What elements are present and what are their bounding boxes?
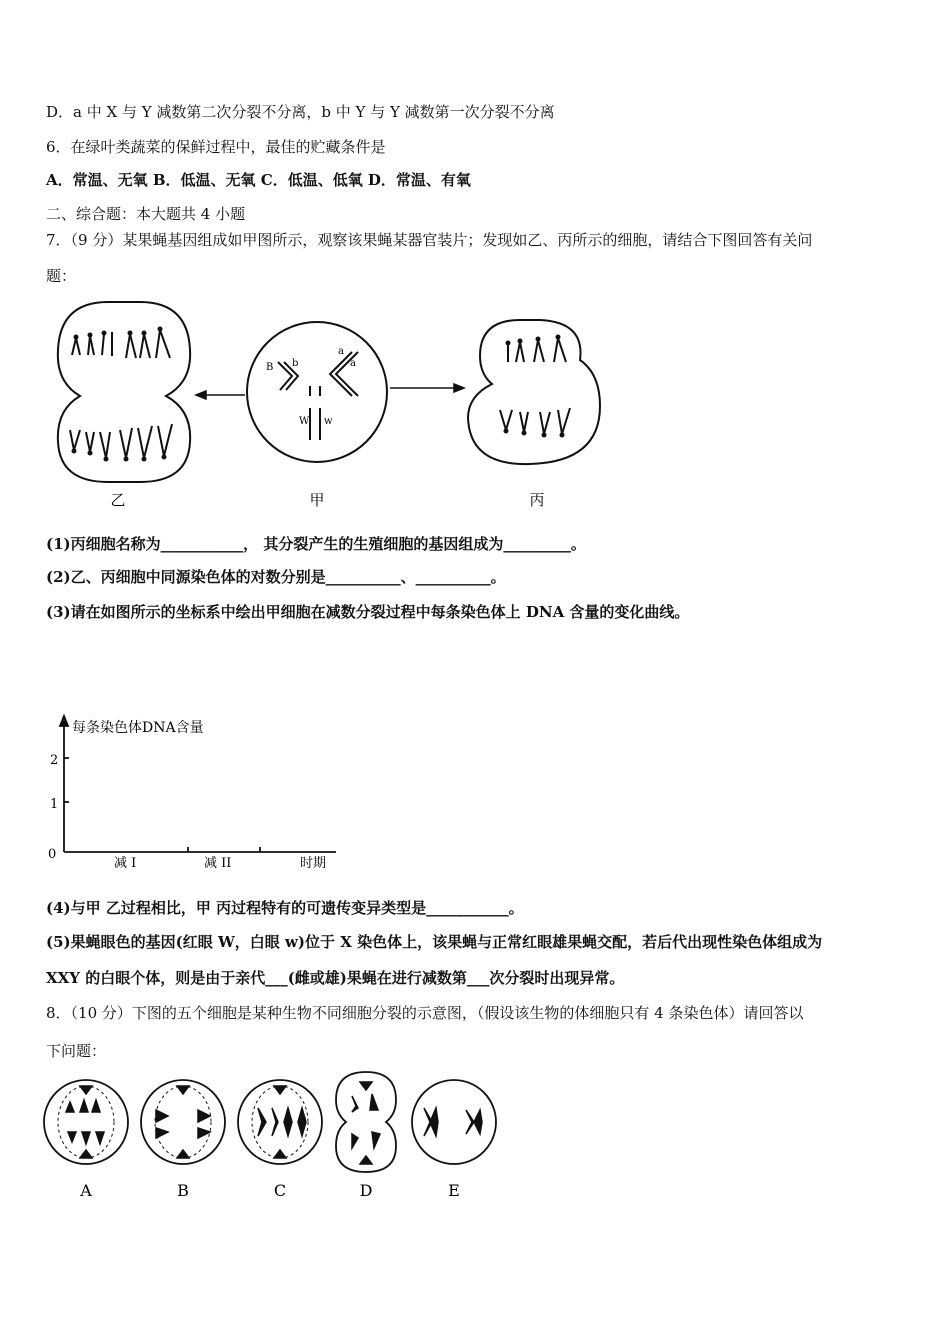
figure-7 <box>40 300 620 515</box>
ytick-2: 2 <box>50 753 59 768</box>
figure-8 <box>40 1066 510 1206</box>
question-7-3: (3)请在如图所示的坐标系中绘出甲细胞在减数分裂过程中每条染色体上 DNA 含量的变化曲线。 <box>46 603 690 621</box>
cell-jia-outline <box>247 322 387 462</box>
question-6: 6．在绿叶类蔬菜的保鲜过程中，最佳的贮藏条件是 <box>46 138 386 156</box>
label-bing: 丙 <box>529 491 545 509</box>
cell-E <box>412 1080 496 1164</box>
ytick-0: 0 <box>48 847 57 862</box>
label-yi: 乙 <box>110 491 126 509</box>
gene-w: w <box>324 416 333 427</box>
gene-a-1: a <box>338 346 344 357</box>
option-d: D．a 中 X 与 Y 减数第二次分裂不分离，b 中 Y 与 Y 减数第一次分裂不分离 <box>46 103 555 121</box>
question-7-5-cont: XXY 的白眼个体，则是由于亲代___(雌或雄)果蝇在进行减数第___次分裂时出现异常。 <box>46 969 625 987</box>
question-7-cont: 题： <box>46 267 77 285</box>
label-E: E <box>448 1181 460 1200</box>
dna-graph <box>44 712 344 872</box>
gene-b: b <box>292 358 299 369</box>
xlabel-period: 时期 <box>300 856 327 871</box>
label-D: D <box>359 1181 373 1200</box>
label-C: C <box>273 1181 287 1200</box>
question-7-5: (5)果蝇眼色的基因(红眼 W，白眼 w)位于 X 染色体上，该果蝇与正常红眼雄果蝇交配，若后代出现性染色体组成为 <box>46 933 823 951</box>
question-8: 8．（10 分）下图的五个细胞是某种生物不同细胞分裂的示意图，（假设该生物的体细胞只有 4 条染色体）请回答以 <box>46 1004 804 1022</box>
section-heading: 二、综合题：本大题共 4 小题 <box>46 205 246 223</box>
bing-chromosomes <box>500 338 570 434</box>
label-B: B <box>177 1181 189 1200</box>
cell-bing-outline <box>468 320 600 464</box>
gene-W: W <box>299 416 310 427</box>
label-A: A <box>80 1181 92 1200</box>
question-7-2: (2)乙、丙细胞中同源染色体的对数分别是__________、__________。 <box>46 568 506 586</box>
question-7-4: (4)与甲 乙过程相比，甲 丙过程特有的可遗传变异类型是___________。 <box>46 899 524 917</box>
gene-a-2: a <box>350 358 356 369</box>
question-6-options: A．常温、无氧 B．低温、无氧 C．低温、低氧 D．常温、有氧 <box>46 171 471 189</box>
xlabel-meiosis-2: 减 II <box>204 856 232 871</box>
ytick-1: 1 <box>50 797 59 812</box>
label-jia: 甲 <box>309 491 325 509</box>
question-7-1: (1)丙细胞名称为___________， 其分裂产生的生殖细胞的基因组成为_________。 <box>46 535 586 553</box>
graph-ylabel: 每条染色体DNA含量 <box>72 720 204 736</box>
question-7: 7．（9 分）某果蝇基因组成如甲图所示，观察该果蝇某器官装片；发现如乙、丙所示的细胞，请结合下图回答有关问 <box>46 231 813 249</box>
cell-yi-outline <box>58 302 190 482</box>
question-8-cont: 下问题： <box>46 1042 107 1060</box>
gene-B: B <box>266 362 274 373</box>
yi-chromosomes <box>70 330 172 458</box>
jia-chromosomes <box>278 352 358 440</box>
xlabel-meiosis-1: 减 I <box>114 856 137 871</box>
